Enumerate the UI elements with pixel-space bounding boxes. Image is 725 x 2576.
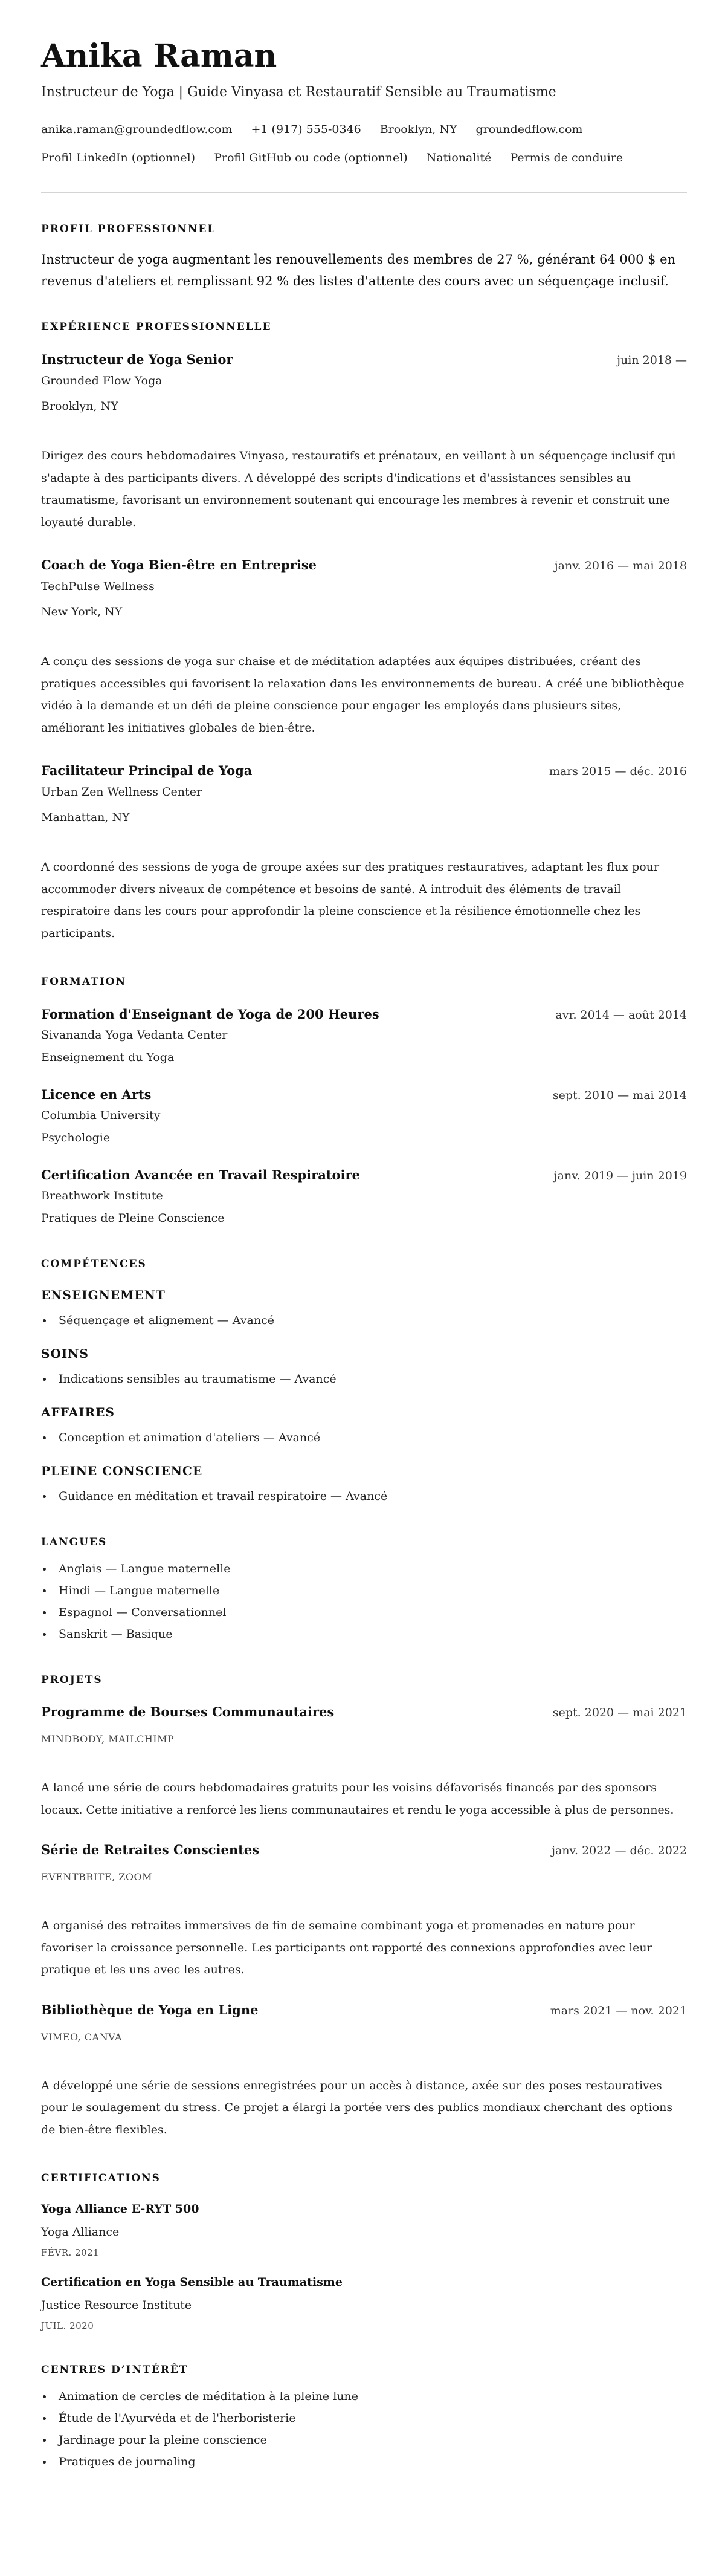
contact-item: +1 (917) 555-0346	[251, 123, 361, 136]
certification-entry	[41, 2274, 687, 2332]
profile-link-item: Profil LinkedIn (optionnel)	[41, 151, 196, 164]
skill-item: Indications sensibles au traumatisme — Avancé	[41, 1371, 687, 1387]
section-heading-profile: PROFIL PROFESSIONNEL	[41, 223, 216, 235]
project-tools: MINDBODY, MAILCHIMP	[41, 1733, 175, 1745]
profile-link-item: Profil GitHub ou code (optionnel)	[214, 151, 408, 164]
skill-category: ENSEIGNEMENT	[41, 1288, 166, 1302]
project-dates: mars 2021 — nov. 2021	[550, 2003, 687, 2017]
school-name: Sivananda Yoga Vedanta Center	[41, 1028, 228, 1042]
interest-item: Pratiques de journaling	[41, 2453, 687, 2470]
section-heading-certifications: CERTIFICATIONS	[41, 2172, 161, 2184]
certification-issuer: Justice Resource Institute	[41, 2299, 192, 2312]
project-tools: VIMEO, CANVA	[41, 2031, 123, 2043]
certification-date: JUIL. 2020	[41, 2320, 94, 2331]
language-item: Sanskrit — Basique	[41, 1626, 687, 1643]
experience-entry	[41, 351, 687, 533]
interest-item: Étude de l'Ayurvéda et de l'herboristerie	[41, 2410, 687, 2427]
headline: Instructeur de Yoga | Guide Vinyasa et Restauratif Sensible au Traumatisme	[41, 85, 556, 100]
experience-entry	[41, 762, 687, 944]
entry-header	[41, 1167, 687, 1184]
job-description: A coordonné des sessions de yoga de groupe axées sur des pratiques restauratives, adaptant les flux pour accommoder divers niveaux de compétence et besoins de santé. A introduit des éléments de travail respiratoire dans les cours pour approfondir la pleine conscience et la résilience émotionnelle chez les participants.	[41, 860, 660, 940]
contact-item[interactable]: anika.raman@groundedflow.com	[41, 123, 233, 136]
school-name: Columbia University	[41, 1109, 161, 1122]
contact-info	[41, 121, 687, 138]
certification-entry	[41, 2201, 687, 2259]
projects-list	[41, 1704, 687, 2141]
job-title: Instructeur de Yoga Senior	[41, 352, 233, 367]
entry-header	[41, 557, 687, 574]
entry-header	[41, 2002, 687, 2019]
header-divider	[41, 192, 687, 193]
certification-title: Certification en Yoga Sensible au Traumatisme	[41, 2276, 343, 2289]
degree-title: Licence en Arts	[41, 1087, 152, 1102]
education-entry	[41, 1006, 687, 1066]
certification-issuer: Yoga Alliance	[41, 2225, 120, 2239]
project-description: A organisé des retraites immersives de fin de semaine combinant yoga et promenades en nature pour favoriser la croissance personnelle. Les participants ont rapporté des connexions approfondies avec leur pratique et les uns avec les autres.	[41, 1919, 652, 1976]
job-location: Manhattan, NY	[41, 811, 130, 824]
section-heading-education: FORMATION	[41, 976, 127, 988]
section-heading-projects: PROJETS	[41, 1674, 103, 1686]
education-list	[41, 1006, 687, 1227]
job-location: Brooklyn, NY	[41, 400, 118, 413]
project-entry	[41, 1841, 687, 1981]
contact-item[interactable]: groundedflow.com	[475, 123, 583, 136]
entry-header	[41, 1841, 687, 1859]
degree-title: Certification Avancée en Travail Respiratoire	[41, 1167, 360, 1183]
skill-item: Conception et animation d'ateliers — Avancé	[41, 1429, 687, 1446]
school-name: Breathwork Institute	[41, 1189, 163, 1202]
project-entry	[41, 2002, 687, 2141]
resume-page	[0, 38, 725, 2470]
entry-header	[41, 1006, 687, 1024]
section-heading-interests: CENTRES D’INTÉRÊT	[41, 2364, 188, 2376]
skill-category: AFFAIRES	[41, 1405, 115, 1419]
job-title: Coach de Yoga Bien-être en Entreprise	[41, 557, 317, 573]
project-title: Programme de Bourses Communautaires	[41, 1704, 335, 1719]
skill-item: Séquençage et alignement — Avancé	[41, 1312, 687, 1329]
profile-summary: Instructeur de yoga augmentant les renouvellements des membres de 27 %, générant 64 000 $ en revenus d'ateliers et remplissant 92 % des listes d'attente des cours avec un séquençage inclusif.	[41, 252, 676, 288]
education-entry	[41, 1086, 687, 1146]
project-dates: janv. 2022 — déc. 2022	[552, 1844, 687, 1857]
job-location: New York, NY	[41, 605, 123, 618]
profile-link-item: Nationalité	[426, 151, 492, 164]
profile-links	[41, 149, 687, 166]
interest-item: Animation de cercles de méditation à la pleine lune	[41, 2388, 687, 2405]
skill-category: PLEINE CONSCIENCE	[41, 1464, 203, 1478]
skill-items	[41, 1371, 687, 1387]
section-heading-experience: EXPÉRIENCE PROFESSIONNELLE	[41, 321, 272, 333]
contact-item: Brooklyn, NY	[379, 123, 457, 136]
job-dates: juin 2018 —	[617, 354, 687, 367]
candidate-name: Anika Raman	[41, 37, 277, 74]
entry-header	[41, 762, 687, 780]
education-dates: avr. 2014 — août 2014	[555, 1008, 687, 1022]
field-of-study: Pratiques de Pleine Conscience	[41, 1212, 225, 1225]
degree-title: Formation d'Enseignant de Yoga de 200 Heures	[41, 1007, 379, 1022]
languages-list	[41, 1560, 687, 1643]
education-entry	[41, 1167, 687, 1227]
field-of-study: Enseignement du Yoga	[41, 1051, 175, 1064]
job-description: Dirigez des cours hebdomadaires Vinyasa, restauratifs et prénataux, en veillant à un séquençage inclusif qui s'adapte à des participants divers. A développé des scripts d'indications et d'assistances sensibles au traumatisme, favorisant un environnement soutenant qui encourage les membres à revenir et construit une loyauté durable.	[41, 449, 676, 529]
interests-list	[41, 2388, 687, 2470]
skill-items	[41, 1312, 687, 1329]
experience-list	[41, 351, 687, 944]
profile-link-item: Permis de conduire	[510, 151, 624, 164]
experience-entry	[41, 557, 687, 739]
project-description: A développé une série de sessions enregistrées pour un accès à distance, axée sur des poses restauratives pour le soulagement du stress. Ce projet a élargi la portée vers des publics mondiaux cherchant des options de bien-être flexibles.	[41, 2078, 673, 2136]
project-tools: EVENTBRITE, ZOOM	[41, 1871, 152, 1883]
education-dates: sept. 2010 — mai 2014	[552, 1089, 687, 1102]
job-dates: mars 2015 — déc. 2016	[549, 765, 687, 778]
entry-header	[41, 1704, 687, 1721]
project-entry	[41, 1704, 687, 1821]
job-dates: janv. 2016 — mai 2018	[554, 559, 687, 573]
section-heading-skills: COMPÉTENCES	[41, 1258, 147, 1270]
entry-header	[41, 351, 687, 369]
certification-title: Yoga Alliance E-RYT 500	[41, 2202, 199, 2216]
interest-item: Jardinage pour la pleine conscience	[41, 2432, 687, 2448]
education-dates: janv. 2019 — juin 2019	[553, 1169, 687, 1183]
entry-header	[41, 1086, 687, 1104]
company-name: Urban Zen Wellness Center	[41, 785, 202, 799]
skill-items	[41, 1488, 687, 1505]
language-item: Espagnol — Conversationnel	[41, 1604, 687, 1621]
project-dates: sept. 2020 — mai 2021	[552, 1706, 687, 1719]
job-description: A conçu des sessions de yoga sur chaise et de méditation adaptées aux équipes distribuées, créant des pratiques accessibles qui favorisent la relaxation dans les environnements de bureau. A créé une bibliothèque vidéo à la demande et un défi de pleine conscience pour engager les employés dans plusieurs sites, améliorant les initiatives globales de bien-être.	[41, 655, 685, 735]
company-name: Grounded Flow Yoga	[41, 374, 163, 388]
project-description: A lancé une série de cours hebdomadaires gratuits pour les voisins défavorisés financés par des sponsors locaux. Cette initiative a renforcé les liens communautaires et rendu le yoga accessible à plus de personnes.	[41, 1781, 674, 1817]
language-item: Anglais — Langue maternelle	[41, 1560, 687, 1577]
company-name: TechPulse Wellness	[41, 580, 155, 593]
project-title: Bibliothèque de Yoga en Ligne	[41, 2002, 259, 2017]
certifications-list	[41, 2201, 687, 2332]
project-title: Série de Retraites Conscientes	[41, 1842, 260, 1857]
skill-item: Guidance en méditation et travail respiratoire — Avancé	[41, 1488, 687, 1505]
language-item: Hindi — Langue maternelle	[41, 1582, 687, 1599]
skills-list	[41, 1286, 687, 1505]
job-title: Facilitateur Principal de Yoga	[41, 763, 253, 778]
skill-category: SOINS	[41, 1346, 89, 1361]
certification-date: FÉVR. 2021	[41, 2247, 100, 2258]
skill-items	[41, 1429, 687, 1446]
section-heading-languages: LANGUES	[41, 1536, 108, 1548]
field-of-study: Psychologie	[41, 1131, 111, 1144]
